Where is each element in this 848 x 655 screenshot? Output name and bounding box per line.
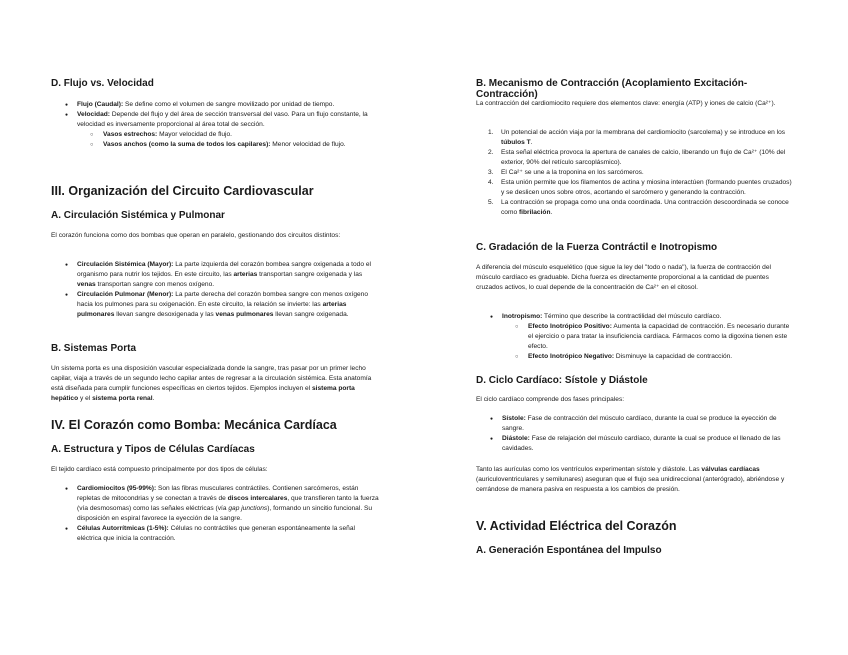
section-c-heading: C. Gradación de la Fuerza Contráctil e Inotropismo (476, 242, 718, 253)
inotropic-effects-sublist (502, 322, 794, 362)
section-v-a-heading: A. Generación Espontánea del Impulso (476, 545, 662, 556)
list-item: ● Células Autorrítmicas (1-5%): Células no contráctiles que generan espontáneamente la señal eléctrica que inicia la contracción. (51, 524, 379, 544)
flow-velocity-list (51, 100, 379, 150)
list-item: ● Flujo (Caudal): Se define como el volumen de sangre movilizado por unidad de tiempo. (51, 100, 379, 110)
list-item: 5. La contracción se propaga como una onda coordinada. Una contracción descoordinada se conoce como fibrilación. (488, 199, 789, 216)
section-a2-intro: El tejido cardíaco está compuesto principalmente por dos tipos de células: (51, 466, 268, 473)
list-item: ○ Vasos estrechos: Mayor velocidad de flujo. (77, 130, 379, 140)
cell-types-list (51, 484, 379, 544)
inotropism-list (476, 312, 794, 362)
list-item: ● Circulación Pulmonar (Menor): La parte derecha del corazón bombea sangre con menos oxígeno hacia los pulmones para su oxigenación. En este circuito, la relación se invierte: las arterias pulmonares llevan sangre desoxigenada y las venas pulmonares llevan sangre oxigenada. (51, 290, 379, 320)
section-d-heading: D. Flujo vs. Velocidad (51, 78, 154, 89)
list-item: ○ Vasos anchos (como la suma de todos los capilares): Menor velocidad de flujo. (77, 140, 379, 150)
vessel-sublist (77, 130, 379, 150)
section-a-intro: El corazón funciona como dos bombas que operan en paralelo, gestionando dos circuitos distintos: (51, 232, 341, 239)
section-iv-heading: IV. El Corazón como Bomba: Mecánica Cardíaca (51, 418, 337, 432)
section-a2-heading: A. Estructura y Tipos de Células Cardíacas (51, 444, 255, 455)
circulation-list (51, 260, 379, 320)
cardiac-cycle-list (476, 414, 794, 454)
section-d-intro: El ciclo cardíaco comprende dos fases principales: (476, 396, 625, 403)
list-item: 1. Un potencial de acción viaja por la membrana del cardiomiocito (sarcolema) y se introduce en los túbulos T. (488, 129, 786, 146)
section-iii-heading: III. Organización del Circuito Cardiovascular (51, 184, 314, 198)
list-item: ● Diástole: Fase de relajación del músculo cardíaco, durante la cual se produce el llenado de las cavidades. (476, 434, 794, 454)
list-item: ● Circulación Sistémica (Mayor): La parte izquierda del corazón bombea sangre oxigenada a todo el organismo para nutrir los tejidos. En este circuito, las arterias transportan sangre oxigenada y las venas transportan sangre con menos oxígeno. (51, 260, 379, 290)
section-b-heading: B. Sistemas Porta (51, 343, 137, 354)
list-item: ● Inotropismo: Término que describe la contractilidad del músculo cardíaco. ○ Efecto Inotrópico Positivo: Aumenta la capacidad de contracción. Es necesario durante el ejercicio o para tratar la insuficiencia cardíaca. Fármacos como la digoxina tienen este efecto. ○ Efecto Inotrópico Negativo: Disminuye la capacidad de contracción. (476, 312, 794, 362)
section-c-intro: A diferencia del músculo esquelético (que sigue la ley del "todo o nada"), la fuerza de contracción del músculo cardíaco es graduable. Dicha fuerza es directamente proporcional a la cantidad de puentes cruzados activos, lo cual depende de la concentración de Ca²⁺ en el citosol. (476, 264, 771, 291)
section-d-text: Tanto las aurículas como los ventrículos experimentan sístole y diástole. Las válvulas cardíacas (auriculoventriculares y semilunares) aseguran que el flujo sea unidireccional (anterógrado), abriéndose y cerrándose de manera pasiva en respuesta a los cambios de presión. (476, 466, 785, 493)
section-d-cycle-heading: D. Ciclo Cardíaco: Sístole y Diástole (476, 375, 648, 386)
list-item: 3. El Ca²⁺ se une a la troponina en los sarcómeros. (488, 169, 644, 176)
list-item: ● Cardiomiocitos (95-99%): Son las fibras musculares contráctiles. Contienen sarcómeros, están repletas de mitocondrias y se conectan a través de discos intercalares, que transfieren tanto la fuerza (vía desmosomas) como las señales eléctricas (vía gap junctions), formando un sincitio funcional. Su disposición en espiral favorece la eyección de la sangre. (51, 484, 379, 524)
contraction-steps (476, 128, 794, 218)
section-a-heading: A. Circulación Sistémica y Pulmonar (51, 210, 225, 221)
list-item: 4. Esta unión permite que los filamentos de actina y miosina interactúen (formando puentes cruzados) y se deslicen unos sobre otros, acortando el sarcómero y generando la contracción. (488, 179, 792, 196)
list-item: ○ Efecto Inotrópico Negativo: Disminuye la capacidad de contracción. (502, 352, 794, 362)
section-b-mechanism-heading: B. Mecanismo de Contracción (Acoplamiento Excitación-Contracción) (476, 78, 748, 100)
list-item: ● Sístole: Fase de contracción del músculo cardíaco, durante la cual se produce la eyección de sangre. (476, 414, 794, 434)
list-item: ○ Efecto Inotrópico Positivo: Aumenta la capacidad de contracción. Es necesario durante el ejercicio o para tratar la insuficiencia cardíaca. Fármacos como la digoxina tienen este efecto. (502, 322, 794, 352)
list-item: 2. Esta señal eléctrica provoca la apertura de canales de calcio, liberando un flujo de Ca²⁺ (10% del exterior, 90% del retículo sarcoplásmico). (488, 149, 786, 166)
list-item: ● Velocidad: Depende del flujo y del área de sección transversal del vaso. Para un flujo constante, la velocidad es inversamente proporcional al área total de sección. ○ Vasos estrechos: Mayor velocidad de flujo. ○ Vasos anchos (como la suma de todos los capilares): Menor velocidad de flujo. (51, 110, 379, 150)
section-b-intro: La contracción del cardiomiocito requiere dos elementos clave: energía (ATP) y iones de calcio (Ca²⁺). (476, 100, 776, 107)
section-v-heading: V. Actividad Eléctrica del Corazón (476, 519, 677, 533)
section-b-text: Un sistema porta es una disposición vascular especializada donde la sangre, tras pasar por un primer lecho capilar, viaja a través de un segundo lecho capilar antes de regresar a la circulación sistémica. Esta anatomía está diseñada para cumplir funciones específicas en ciertos tejidos. Ejemplos incluyen el sistema porta hepático y el sistema porta renal. (51, 365, 372, 402)
